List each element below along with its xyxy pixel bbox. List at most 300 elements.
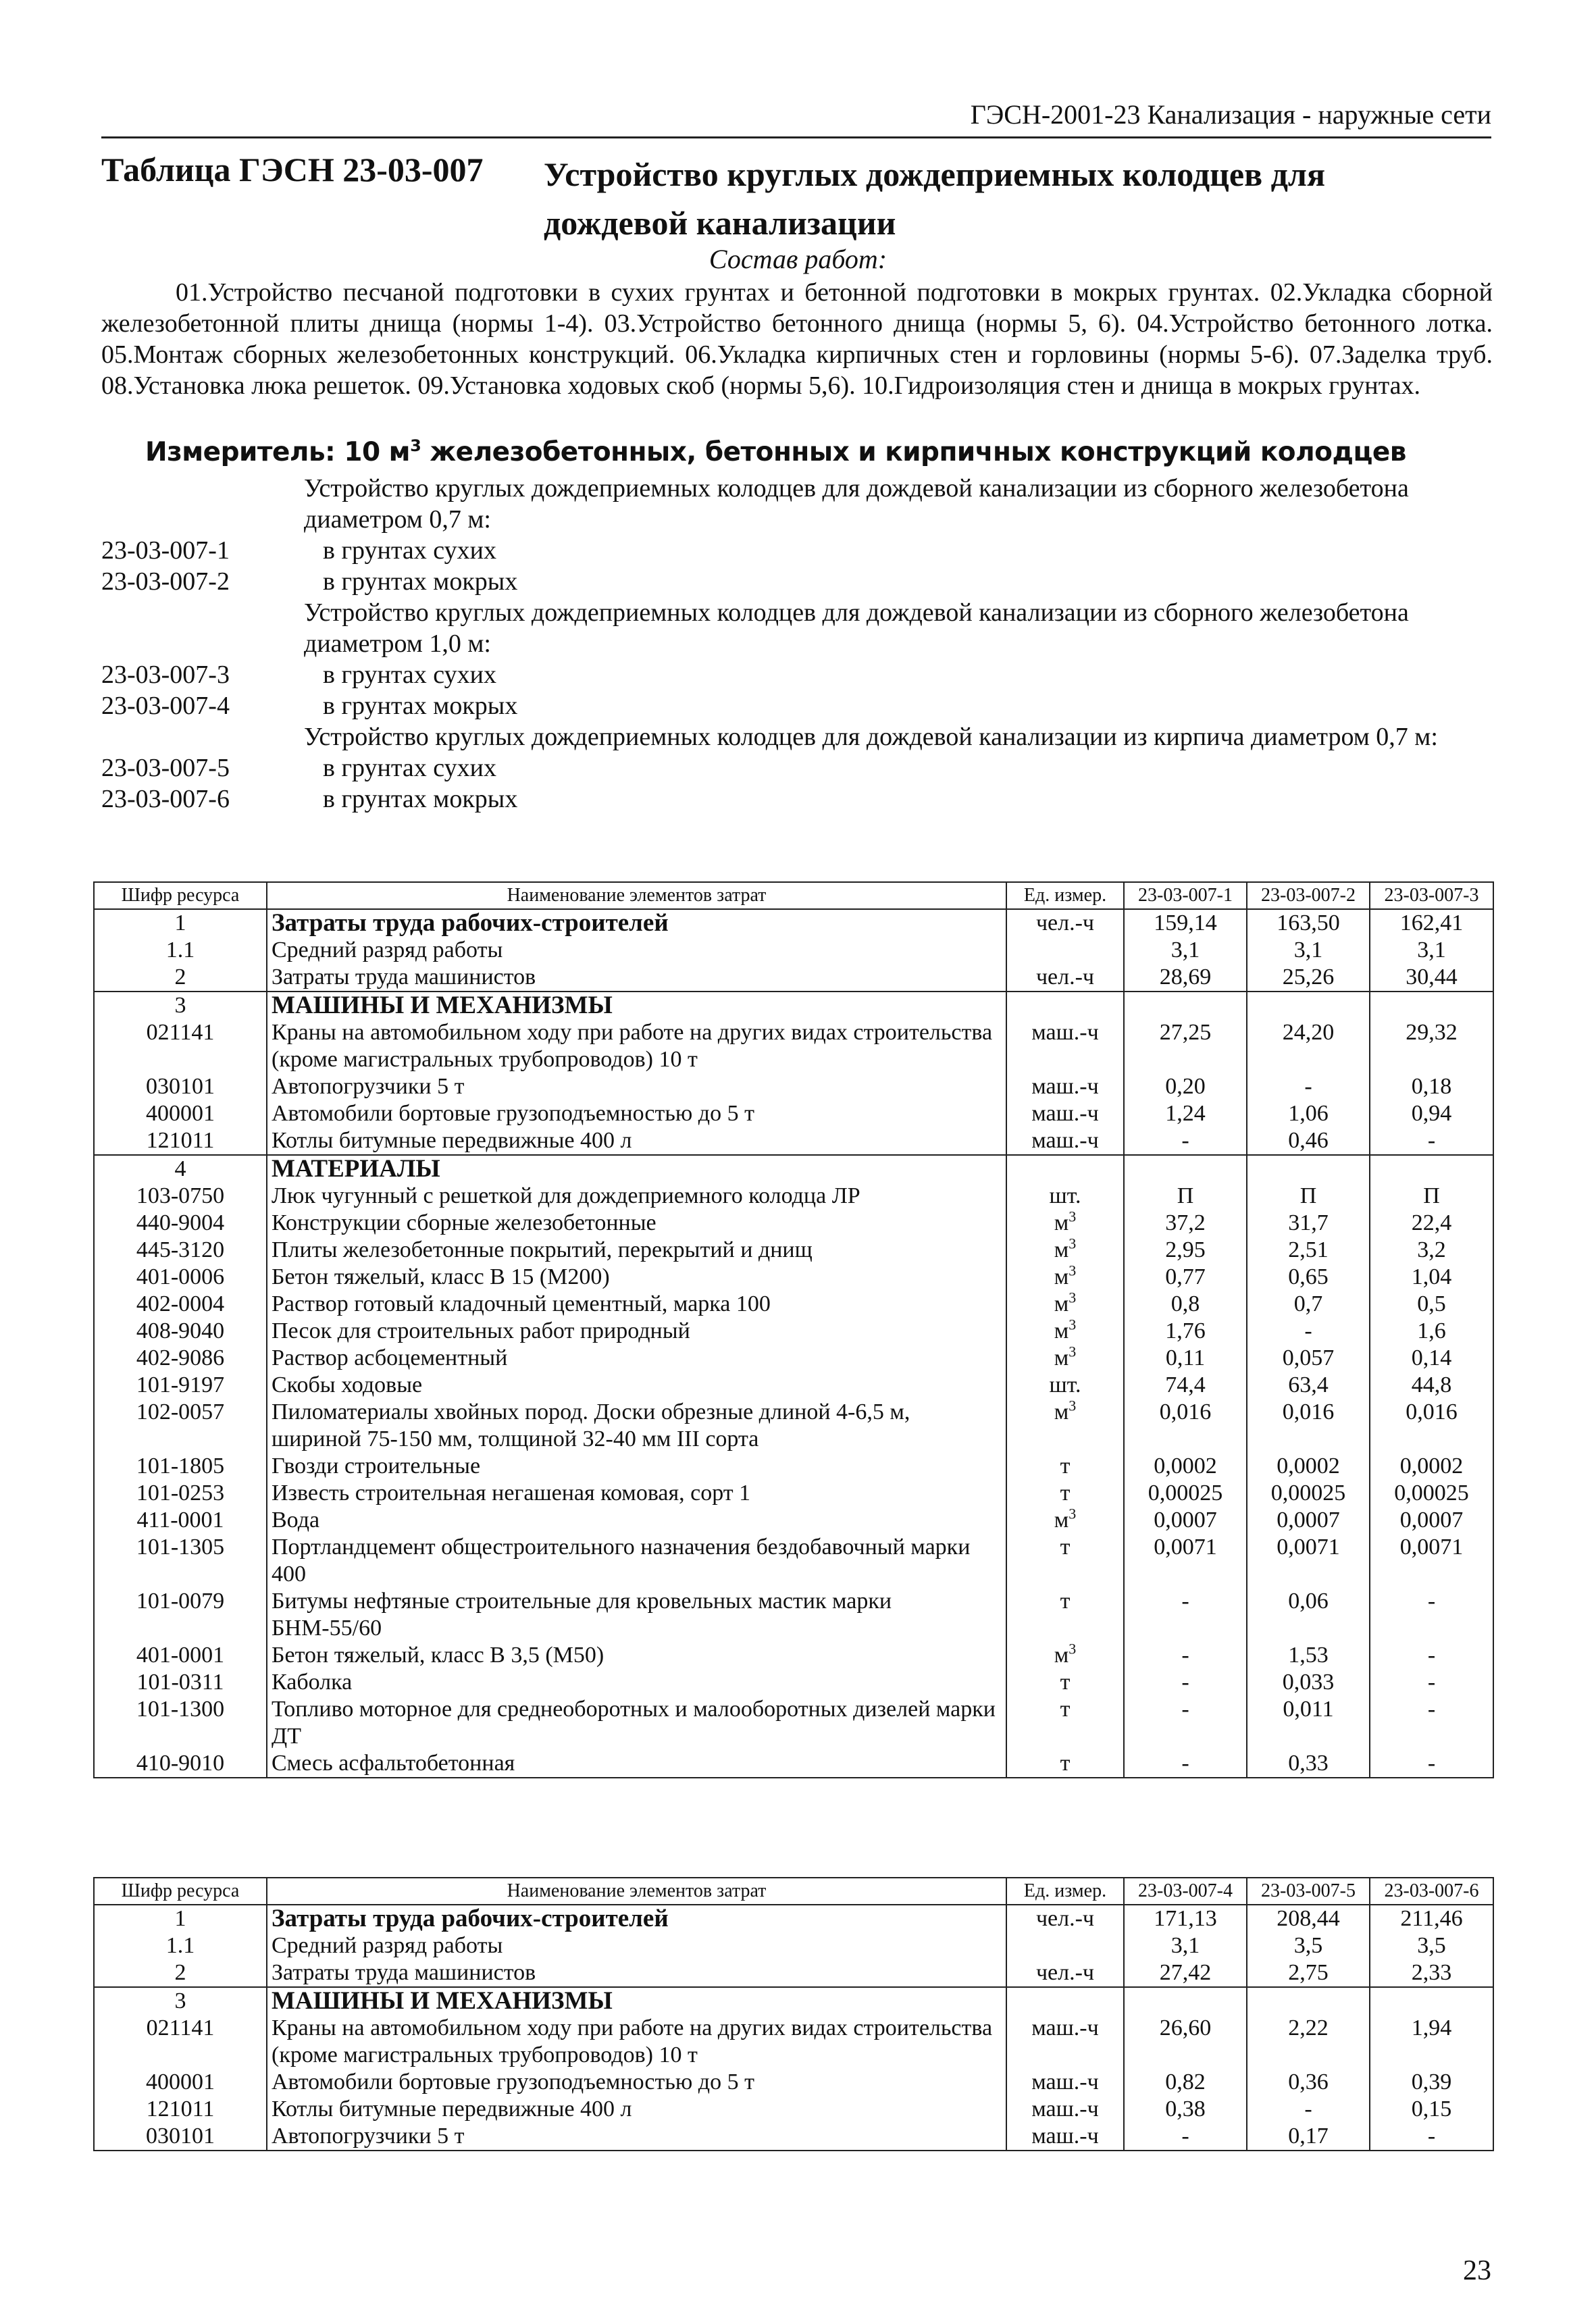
unit-text: м (1054, 1399, 1069, 1424)
cost-element-name: Автомобили бортовые грузоподъемностью до 5 т (267, 1100, 1006, 1127)
unit-cell (1006, 1750, 1124, 1778)
value-cell: 0,0071 (1370, 1534, 1493, 1588)
value-cell: 0,38 (1124, 2096, 1247, 2123)
resource-code: 445-3120 (94, 1237, 267, 1264)
value-cell: 0,11 (1124, 1345, 1247, 1372)
value-cell: 0,016 (1124, 1399, 1247, 1453)
value-cell (1370, 992, 1493, 1019)
value-cell: - (1124, 1669, 1247, 1696)
resource-code: 030101 (94, 1073, 267, 1100)
value-cell: 3,1 (1370, 937, 1493, 964)
norm-description: в грунтах сухих (323, 661, 497, 689)
unit-text: м (1054, 1508, 1069, 1533)
table-row (94, 1507, 1493, 1534)
resource-code: 1 (94, 909, 267, 937)
table-row (94, 1399, 1493, 1453)
unit-cell (1006, 2015, 1124, 2069)
column-header: Наименование элементов затрат (267, 882, 1006, 909)
value-cell: 0,8 (1124, 1291, 1247, 1318)
value-cell: 3,5 (1370, 1932, 1493, 1959)
resource-code: 121011 (94, 1127, 267, 1155)
norm-group (101, 597, 1493, 721)
value-cell: 0,0002 (1124, 1453, 1247, 1480)
norm-item (101, 659, 1493, 690)
table-row (94, 2096, 1493, 2123)
table-row (94, 1642, 1493, 1669)
resource-code: 101-9197 (94, 1372, 267, 1399)
value-cell: 24,20 (1247, 1019, 1370, 1073)
composition-text: 01.Устройство песчаной подготовки в сухих грунтах и бетонной подготовки в мокрых грунтах. 02.Укладка сборной железобетонной плиты днища (нормы 1-4). 03.Устройство бетонного днища (нормы 5, 6). 04.Устройство бетонного лотка. 05.Монтаж сборных железобетонных конструкций. 06.Укладка кирпичных стен и горловины (нормы 5-6). 07.Заделка труб. 08.Установка люка решеток. 09.Установка ходовых скоб (нормы 5,6). 10.Гидроизоляция стен и днища в мокрых грунтах. (101, 278, 1493, 400)
value-cell: - (1370, 2123, 1493, 2151)
value-cell: 208,44 (1247, 1905, 1370, 1932)
column-header: Наименование элементов затрат (267, 1878, 1006, 1905)
norm-code: 23-03-007-3 (101, 661, 230, 689)
cost-element-name: Бетон тяжелый, класс В 15 (М200) (267, 1264, 1006, 1291)
cost-element-name: Автопогрузчики 5 т (267, 2123, 1006, 2151)
resource-code: 4 (94, 1155, 267, 1183)
unit-text: м (1054, 1210, 1069, 1235)
norm-list (101, 473, 1493, 815)
table-row (94, 2069, 1493, 2096)
norm-item (101, 566, 1493, 597)
unit-text: чел.-ч (1035, 1906, 1095, 1931)
resource-code: 400001 (94, 1100, 267, 1127)
unit-text: маш.-ч (1031, 2124, 1099, 2149)
table-row (94, 992, 1493, 1019)
table-row (94, 1959, 1493, 1987)
resource-code: 402-0004 (94, 1291, 267, 1318)
unit-text: м (1054, 1237, 1069, 1262)
norm-description: в грунтах мокрых (323, 567, 518, 596)
unit-cell (1006, 1155, 1124, 1183)
norm-item (101, 690, 1493, 721)
table-row (94, 1019, 1493, 1073)
value-cell (1247, 1155, 1370, 1183)
resource-code: 021141 (94, 1019, 267, 1073)
value-cell: 28,69 (1124, 964, 1247, 992)
cost-element-name: Краны на автомобильном ходу при работе на других видах строительства (кроме магистральных трубопроводов) 10 т (267, 1019, 1006, 1073)
table-row (94, 1987, 1493, 2015)
value-cell: 2,22 (1247, 2015, 1370, 2069)
value-cell: 0,0007 (1247, 1507, 1370, 1534)
table-row (94, 2015, 1493, 2069)
value-cell (1247, 1987, 1370, 2015)
norm-group-heading: Устройство круглых дождеприемных колодцев для дождевой канализации из сборного железобетона диаметром 0,7 м: (304, 474, 1409, 534)
norm-item (101, 783, 1493, 815)
unit-text: маш.-ч (1031, 1101, 1099, 1126)
unit-cell: $м^3$ (1006, 1318, 1124, 1345)
cost-element-name: Средний разряд работы (267, 1932, 1006, 1959)
table-row (94, 1345, 1493, 1372)
resources-table-2 (93, 1877, 1494, 2151)
value-cell: 1,6 (1370, 1318, 1493, 1345)
resource-code: 101-0253 (94, 1480, 267, 1507)
value-cell (1370, 1155, 1493, 1183)
value-cell: - (1247, 1318, 1370, 1345)
unit-cell (1006, 1588, 1124, 1642)
resource-code: 1.1 (94, 1932, 267, 1959)
unit-cell: $м^3$ (1006, 1237, 1124, 1264)
value-cell: - (1124, 2123, 1247, 2151)
cost-element-name: МАШИНЫ И МЕХАНИЗМЫ (267, 1987, 1006, 2015)
norm-group-heading: Устройство круглых дождеприемных колодцев для дождевой канализации из сборного железобетона диаметром 1,0 м: (304, 598, 1409, 658)
table-row (94, 1155, 1493, 1183)
table-row (94, 1534, 1493, 1588)
resources-table-1 (93, 881, 1494, 1778)
cost-element-name: Портландцемент общестроительного назначения бездобавочный марки 400 (267, 1534, 1006, 1588)
unit-text: чел.-ч (1035, 965, 1095, 989)
unit-text: т (1060, 1697, 1071, 1722)
cost-element-name: Средний разряд работы (267, 937, 1006, 964)
cost-element-name: Краны на автомобильном ходу при работе на других видах строительства (кроме магистральных трубопроводов) 10 т (267, 2015, 1006, 2069)
table-row (94, 1932, 1493, 1959)
resource-code: 3 (94, 992, 267, 1019)
value-cell: 0,65 (1247, 1264, 1370, 1291)
unit-cell (1006, 1183, 1124, 1210)
unit-cell (1006, 1073, 1124, 1100)
table-row (94, 1480, 1493, 1507)
resource-code: 440-9004 (94, 1210, 267, 1237)
resource-code: 121011 (94, 2096, 267, 2123)
unit-cell: $м^3$ (1006, 1399, 1124, 1453)
value-cell: 2,33 (1370, 1959, 1493, 1987)
norm-description: в грунтах мокрых (323, 785, 518, 813)
value-cell: 0,016 (1247, 1399, 1370, 1453)
value-cell: 0,33 (1247, 1750, 1370, 1778)
norm-code: 23-03-007-1 (101, 536, 230, 565)
meter-value: 10 $м^3$ железобетонных, бетонных и кирпичных конструкций колодцев (344, 436, 1406, 467)
value-cell (1370, 1987, 1493, 2015)
value-cell: - (1124, 1750, 1247, 1778)
value-cell: 0,0007 (1370, 1507, 1493, 1534)
value-cell: 1,06 (1247, 1100, 1370, 1127)
column-header: 23-03-007-2 (1247, 882, 1370, 909)
value-cell: 0,20 (1124, 1073, 1247, 1100)
cost-element-name: МАШИНЫ И МЕХАНИЗМЫ (267, 992, 1006, 1019)
unit-cell (1006, 1480, 1124, 1507)
cost-element-name: МАТЕРИАЛЫ (267, 1155, 1006, 1183)
column-header: Ед. измер. (1006, 1878, 1124, 1905)
unit-cell: $м^3$ (1006, 1345, 1124, 1372)
unit-text: м (1054, 1318, 1069, 1343)
resource-code: 021141 (94, 2015, 267, 2069)
unit-cell (1006, 1127, 1124, 1155)
unit-cell: $м^3$ (1006, 1291, 1124, 1318)
value-cell: 37,2 (1124, 1210, 1247, 1237)
value-cell: 1,53 (1247, 1642, 1370, 1669)
value-cell: 3,5 (1247, 1932, 1370, 1959)
value-cell: 0,17 (1247, 2123, 1370, 2151)
value-cell: 22,4 (1370, 1210, 1493, 1237)
unit-cell (1006, 1669, 1124, 1696)
value-cell: - (1124, 1127, 1247, 1155)
table-row (94, 964, 1493, 992)
cost-element-name: Котлы битумные передвижные 400 л (267, 1127, 1006, 1155)
table-row (94, 1264, 1493, 1291)
cost-element-name: Затраты труда рабочих-строителей (267, 1905, 1006, 1932)
value-cell: П (1247, 1183, 1370, 1210)
value-cell: 0,14 (1370, 1345, 1493, 1372)
unit-text: маш.-ч (1031, 1020, 1099, 1045)
cost-element-name: Топливо моторное для среднеоборотных и малооборотных дизелей марки ДТ (267, 1696, 1006, 1750)
resource-code: 101-1305 (94, 1534, 267, 1588)
value-cell: 2,95 (1124, 1237, 1247, 1264)
value-cell: - (1247, 1073, 1370, 1100)
resource-code: 1 (94, 1905, 267, 1932)
value-cell: 0,82 (1124, 2069, 1247, 2096)
table-row (94, 1453, 1493, 1480)
unit-text: маш.-ч (1031, 2069, 1099, 2094)
cost-element-name: Котлы битумные передвижные 400 л (267, 2096, 1006, 2123)
unit-text: т (1060, 1751, 1071, 1776)
value-cell: 0,0002 (1247, 1453, 1370, 1480)
value-cell: - (1124, 1642, 1247, 1669)
unit-text: маш.-ч (1031, 1128, 1099, 1153)
value-cell: 0,94 (1370, 1100, 1493, 1127)
value-cell: 163,50 (1247, 909, 1370, 937)
table-row (94, 1100, 1493, 1127)
cost-element-name: Конструкции сборные железобетонные (267, 1210, 1006, 1237)
table-row (94, 1210, 1493, 1237)
value-cell: 0,7 (1247, 1291, 1370, 1318)
resource-code: 410-9010 (94, 1750, 267, 1778)
resource-code: 402-9086 (94, 1345, 267, 1372)
resource-code: 101-0311 (94, 1669, 267, 1696)
value-cell: - (1370, 1669, 1493, 1696)
unit-cell (1006, 1905, 1124, 1932)
value-cell: 0,39 (1370, 2069, 1493, 2096)
column-header: 23-03-007-6 (1370, 1878, 1493, 1905)
value-cell: 26,60 (1124, 2015, 1247, 2069)
unit-text: т (1060, 1670, 1071, 1695)
cost-element-name: Затраты труда машинистов (267, 1959, 1006, 1987)
value-cell: П (1370, 1183, 1493, 1210)
value-cell: 29,32 (1370, 1019, 1493, 1073)
cost-element-name: Люк чугунный с решеткой для дождеприемного колодца ЛР (267, 1183, 1006, 1210)
table-row (94, 937, 1493, 964)
unit-text: т (1060, 1535, 1071, 1560)
norm-item (101, 535, 1493, 566)
value-cell: 74,4 (1124, 1372, 1247, 1399)
cost-element-name: Затраты труда рабочих-строителей (267, 909, 1006, 937)
cost-element-name: Известь строительная негашеная комовая, сорт 1 (267, 1480, 1006, 1507)
table-row (94, 1127, 1493, 1155)
cost-element-name: Песок для строительных работ природный (267, 1318, 1006, 1345)
value-cell: 0,033 (1247, 1669, 1370, 1696)
resource-code: 408-9040 (94, 1318, 267, 1345)
value-cell: - (1247, 2096, 1370, 2123)
unit-cell (1006, 1534, 1124, 1588)
column-header: 23-03-007-4 (1124, 1878, 1247, 1905)
value-cell: 1,04 (1370, 1264, 1493, 1291)
norm-code: 23-03-007-5 (101, 754, 230, 782)
resource-code: 401-0001 (94, 1642, 267, 1669)
cost-element-name: Бетон тяжелый, класс В 3,5 (М50) (267, 1642, 1006, 1669)
resource-code: 411-0001 (94, 1507, 267, 1534)
resource-code: 101-1805 (94, 1453, 267, 1480)
value-cell: - (1370, 1750, 1493, 1778)
resource-code: 2 (94, 1959, 267, 1987)
unit-text: маш.-ч (1031, 1074, 1099, 1099)
cost-element-name: Смесь асфальтобетонная (267, 1750, 1006, 1778)
value-cell: 3,2 (1370, 1237, 1493, 1264)
value-cell: 1,94 (1370, 2015, 1493, 2069)
norm-group-heading: Устройство круглых дождеприемных колодцев для дождевой канализации из кирпича диаметром 0,7 м: (304, 723, 1438, 751)
resource-code: 101-1300 (94, 1696, 267, 1750)
unit-text: шт. (1049, 1372, 1081, 1397)
unit-text: маш.-ч (1031, 2097, 1099, 2122)
resource-code: 401-0006 (94, 1264, 267, 1291)
value-cell: 0,77 (1124, 1264, 1247, 1291)
unit-cell (1006, 1372, 1124, 1399)
resource-code: 3 (94, 1987, 267, 2015)
resource-code: 103-0750 (94, 1183, 267, 1210)
table-row (94, 1318, 1493, 1345)
unit-text: м (1054, 1345, 1069, 1370)
value-cell: 2,75 (1247, 1959, 1370, 1987)
value-cell (1124, 1155, 1247, 1183)
value-cell: 63,4 (1247, 1372, 1370, 1399)
norm-code: 23-03-007-6 (101, 785, 230, 813)
value-cell: 3,1 (1247, 937, 1370, 964)
norm-description: в грунтах сухих (323, 536, 497, 565)
value-cell: - (1370, 1588, 1493, 1642)
cost-element-name: Битумы нефтяные строительные для кровельных мастик марки БНМ-55/60 (267, 1588, 1006, 1642)
cost-element-name: Скобы ходовые (267, 1372, 1006, 1399)
cost-element-name: Вода (267, 1507, 1006, 1534)
value-cell: 1,76 (1124, 1318, 1247, 1345)
column-header: 23-03-007-3 (1370, 882, 1493, 909)
unit-cell (1006, 1987, 1124, 2015)
unit-cell (1006, 1932, 1124, 1959)
table-row (94, 2123, 1493, 2151)
cost-element-name: Затраты труда машинистов (267, 964, 1006, 992)
cost-element-name: Автопогрузчики 5 т (267, 1073, 1006, 1100)
unit-cell (1006, 909, 1124, 937)
value-cell: 27,25 (1124, 1019, 1247, 1073)
value-cell: 31,7 (1247, 1210, 1370, 1237)
unit-text: шт. (1049, 1183, 1081, 1208)
value-cell: 30,44 (1370, 964, 1493, 992)
value-cell: - (1124, 1588, 1247, 1642)
norm-group (101, 721, 1493, 815)
unit-cell: $м^3$ (1006, 1264, 1124, 1291)
value-cell: 0,00025 (1370, 1480, 1493, 1507)
unit-cell (1006, 1019, 1124, 1073)
cost-element-name: Автомобили бортовые грузоподъемностью до 5 т (267, 2069, 1006, 2096)
unit-cell (1006, 2123, 1124, 2151)
value-cell: 27,42 (1124, 1959, 1247, 1987)
value-cell: 0,0002 (1370, 1453, 1493, 1480)
unit-cell (1006, 1959, 1124, 1987)
table-row (94, 1696, 1493, 1750)
table-row (94, 1372, 1493, 1399)
value-cell: - (1370, 1127, 1493, 1155)
value-cell: - (1370, 1696, 1493, 1750)
page-number: 23 (1463, 2255, 1491, 2286)
column-header: Шифр ресурса (94, 1878, 267, 1905)
running-header: ГЭСН-2001-23 Канализация - наружные сети (101, 95, 1491, 138)
value-cell: 3,1 (1124, 937, 1247, 964)
cost-element-name: Пиломатериалы хвойных пород. Доски обрезные длиной 4-6,5 м, шириной 75-150 мм, толщиной 32-40 мм III сорта (267, 1399, 1006, 1453)
column-header: 23-03-007-5 (1247, 1878, 1370, 1905)
cost-element-name: Гвозди строительные (267, 1453, 1006, 1480)
meter-label: Измеритель: (145, 437, 336, 467)
cost-element-name: Каболка (267, 1669, 1006, 1696)
resource-code: 2 (94, 964, 267, 992)
value-cell: П (1124, 1183, 1247, 1210)
value-cell: 0,15 (1370, 2096, 1493, 2123)
unit-cell (1006, 964, 1124, 992)
unit-cell (1006, 1100, 1124, 1127)
norm-description: в грунтах сухих (323, 754, 497, 782)
resource-code: 1.1 (94, 937, 267, 964)
value-cell: 0,016 (1370, 1399, 1493, 1453)
unit-cell (1006, 2096, 1124, 2123)
cost-element-name: Плиты железобетонные покрытий, перекрытий и днищ (267, 1237, 1006, 1264)
unit-text: чел.-ч (1035, 1960, 1095, 1985)
table-label: Таблица ГЭСН 23-03-007 (101, 151, 484, 188)
norm-description: в грунтах мокрых (323, 692, 518, 720)
unit-text: м (1054, 1264, 1069, 1289)
unit-cell (1006, 2069, 1124, 2096)
unit-text: т (1060, 1481, 1071, 1506)
value-cell: 25,26 (1247, 964, 1370, 992)
unit-cell (1006, 1696, 1124, 1750)
unit-cell: $м^3$ (1006, 1507, 1124, 1534)
norm-code: 23-03-007-4 (101, 692, 230, 720)
value-cell: 44,8 (1370, 1372, 1493, 1399)
cost-element-name: Раствор готовый кладочный цементный, марка 100 (267, 1291, 1006, 1318)
table-row (94, 1183, 1493, 1210)
table-row (94, 1588, 1493, 1642)
value-cell: 1,24 (1124, 1100, 1247, 1127)
table-row (94, 1750, 1493, 1778)
value-cell: 0,46 (1247, 1127, 1370, 1155)
cost-element-name: Раствор асбоцементный (267, 1345, 1006, 1372)
unit-cell: $м^3$ (1006, 1642, 1124, 1669)
unit-text: м (1054, 1291, 1069, 1316)
value-cell: 162,41 (1370, 909, 1493, 937)
norm-code: 23-03-007-2 (101, 567, 230, 596)
unit-text: маш.-ч (1031, 2015, 1099, 2040)
value-cell: 0,057 (1247, 1345, 1370, 1372)
norm-group (101, 473, 1493, 597)
column-header: Шифр ресурса (94, 882, 267, 909)
resource-code: 400001 (94, 2069, 267, 2096)
unit-cell (1006, 1453, 1124, 1480)
column-header: 23-03-007-1 (1124, 882, 1247, 909)
composition-heading: Состав работ: (709, 244, 887, 274)
meter-line (145, 436, 1406, 467)
resource-code: 030101 (94, 2123, 267, 2151)
value-cell: 0,36 (1247, 2069, 1370, 2096)
value-cell: 2,51 (1247, 1237, 1370, 1264)
unit-cell (1006, 937, 1124, 964)
value-cell (1124, 992, 1247, 1019)
value-cell (1124, 1987, 1247, 2015)
value-cell: 171,13 (1124, 1905, 1247, 1932)
table-row (94, 909, 1493, 937)
table-row (94, 1905, 1493, 1932)
value-cell: 0,0007 (1124, 1507, 1247, 1534)
unit-text: чел.-ч (1035, 910, 1095, 935)
value-cell: - (1370, 1642, 1493, 1669)
unit-cell (1006, 992, 1124, 1019)
value-cell: 0,0071 (1247, 1534, 1370, 1588)
value-cell: 0,0071 (1124, 1534, 1247, 1588)
norm-item (101, 752, 1493, 783)
